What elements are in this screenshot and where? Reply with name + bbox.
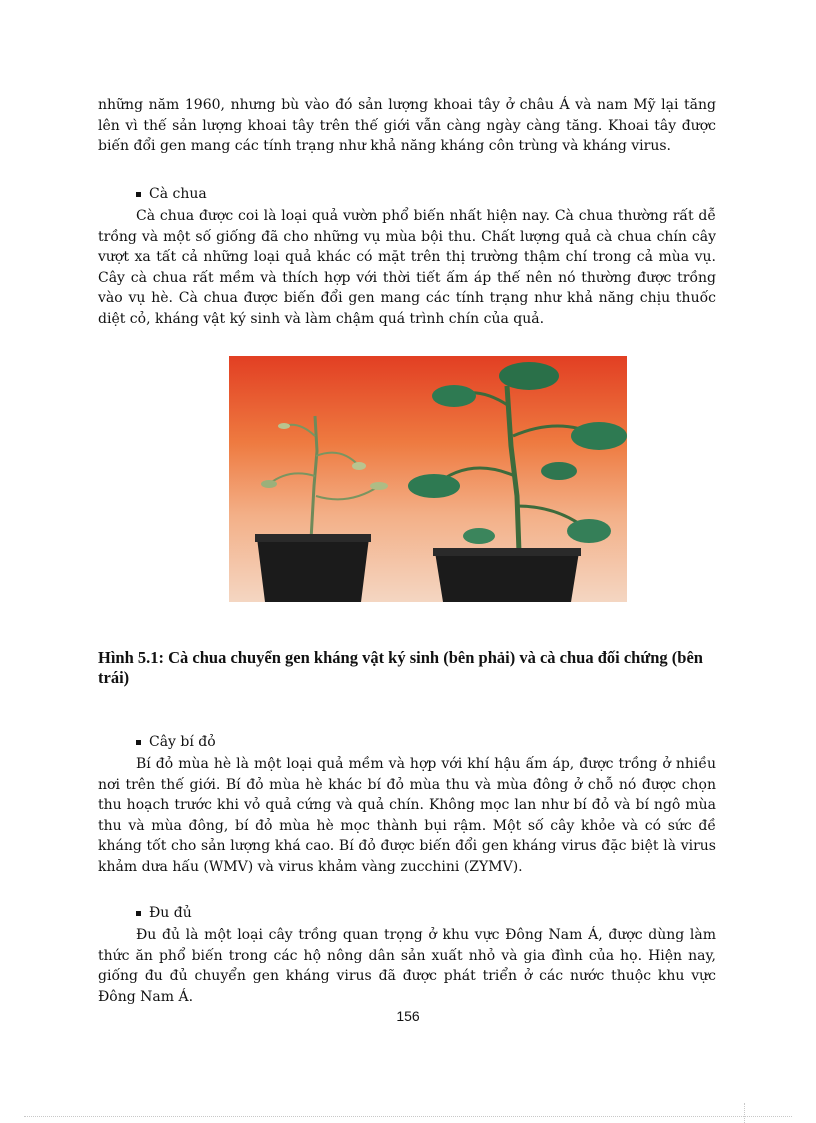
bullet-square-icon (136, 740, 141, 745)
intro-paragraph: những năm 1960, nhưng bù vào đó sản lượng khoai tây ở châu Á và nam Mỹ lại tăng lên vì thế sản lượng khoai tây trên thế giới vẫn càng ngày càng tăng. Khoai tây được biến đổi gen mang các tính trạng như khả năng kháng côn trùng và kháng virus. (98, 97, 716, 155)
papaya-paragraph: Đu đủ là một loại cây trồng quan trọng ở khu vực Đông Nam Á, được dùng làm thức ăn phổ biến trong các hộ nông dân sản xuất nhỏ và gia đình của họ. Hiện nay, giống đu đủ chuyển gen kháng virus đã được phát triển ở các nước thuộc khu vực Đông Nam Á. (98, 927, 716, 1005)
page-border-divider (24, 1116, 792, 1117)
bullet-papaya (136, 903, 192, 923)
bullet-squash-label: Cây bí đỏ (149, 734, 216, 750)
page-number: 156 (396, 1008, 420, 1024)
page-border-divider (744, 1103, 745, 1123)
bullet-square-icon (136, 911, 141, 916)
figure-caption: Hình 5.1: Cà chua chuyển gen kháng vật ký sinh (bên phải) và cà chua đối chứng (bên trái) (98, 648, 703, 687)
bullet-tomato (136, 184, 207, 204)
bullet-squash (136, 732, 216, 752)
bullet-square-icon (136, 192, 141, 197)
bullet-papaya-label: Đu đủ (149, 905, 192, 921)
tomato-plants-photo (229, 356, 627, 602)
squash-paragraph: Bí đỏ mùa hè là một loại quả mềm và hợp với khí hậu ấm áp, được trồng ở nhiều nơi trên thế giới. Bí đỏ mùa hè khác bí đỏ mùa thu và mùa đông ở chỗ nó được chọn thu hoạch trước khi vỏ quả cứng và quả chín. Không mọc lan như bí đỏ và bí ngô mùa thu và mùa đông, bí đỏ mùa hè mọc thành bụi rậm. Một số cây khỏe và có sức đề kháng tốt cho sản lượng khá cao. Bí đỏ được biến đổi gen kháng virus đặc biệt là virus khảm dưa hấu (WMV) và virus khảm vàng zucchini (ZYMV). (98, 756, 716, 875)
bullet-tomato-label: Cà chua (149, 186, 207, 202)
tomato-paragraph: Cà chua được coi là loại quả vườn phổ biến nhất hiện nay. Cà chua thường rất dễ trồng và một số giống đã cho những vụ mùa bội thu. Chất lượng quả cà chua chín cây vượt xa tất cả những loại quả khác có mặt trên thị trường thậm chí trong cả mùa vụ. Cây cà chua rất mềm và thích hợp với thời tiết ấm áp thế nên nó thường được trồng vào vụ hè. Cà chua được biến đổi gen mang các tính trạng như khả năng chịu thuốc diệt cỏ, kháng vật ký sinh và làm chậm quá trình chín của quả. (98, 208, 716, 327)
